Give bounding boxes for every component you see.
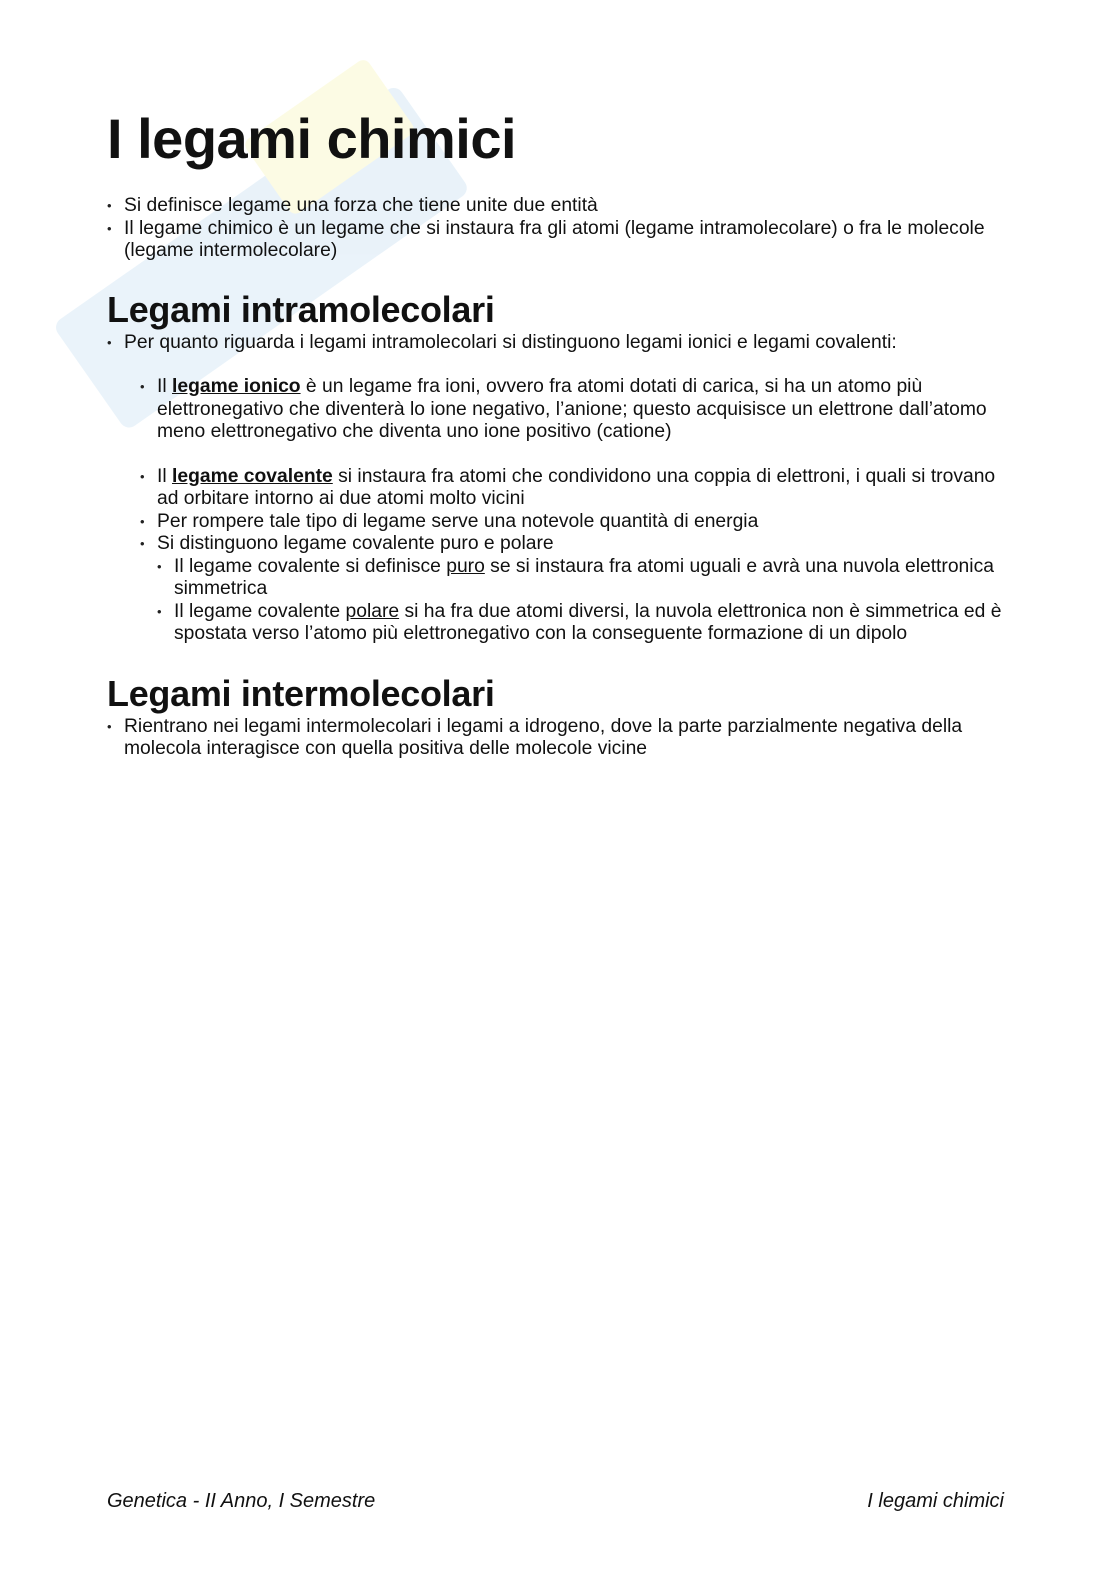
list-item: • Si definisce legame una forza che tiene unite due entità [107,195,1012,218]
term-pure: puro [446,555,485,577]
page-title: I legami chimici [107,107,517,170]
list-item: • Per rompere tale tipo di legame serve una notevole quantità di energia [140,511,1012,534]
list-item: • Si distinguono legame covalente puro e polare • Il legame covalente si definisce puro se si instaura fra atomi uguali e avrà una nuvola elettronica simmetrica • Il legame covalente polare si ha fra due atomi diversi, la nuvola elettronica non è simmetrica ed è spostata verso l’atomo più elettronegativo con la conseguente formazione di un dipolo [140,533,1012,646]
footer-course: Genetica - II Anno, I Semestre [107,1490,376,1512]
intermolecular-list [107,716,1012,761]
intro-list [107,195,1012,263]
covalent-list [140,466,1012,646]
term-covalent-bond: legame covalente [172,465,333,487]
document-page [107,105,1012,761]
list-item: • Rientrano nei legami intermolecolari i legami a idrogeno, dove la parte parzialmente negativa della molecola interagisce con quella positiva delle molecole vicine [107,716,1012,761]
footer-topic: I legami chimici [867,1490,1004,1512]
list-item-polar: • Il legame covalente polare si ha fra due atomi diversi, la nuvola elettronica non è simmetrica ed è spostata verso l’atomo più elettronegativo con la conseguente formazione di un dipolo [157,601,1012,646]
covalent-types-list [157,556,1012,646]
ionic-list [140,376,1012,444]
page-footer [107,1490,1004,1513]
term-ionic-bond: legame ionico [172,376,301,397]
list-item: • Per quanto riguarda i legami intramolecolari si distinguono legami ionici e legami covalenti: [107,332,1012,355]
list-item-covalent-bond: • Il legame covalente si instaura fra atomi che condividono una coppia di elettroni, i quali si trovano ad orbitare intorno ai due atomi molto vicini [140,466,1012,511]
list-item: • Il legame chimico è un legame che si instaura fra gli atomi (legame intramolecolare) o fra le molecole (legame intermolecolare) [107,218,1012,263]
intramolecular-list [107,332,1012,355]
list-item-ionic-bond: • Il legame ionico è un legame fra ioni, ovvero fra atomi dotati di carica, si ha un atomo più elettronegativo che diventerà lo ione negativo, l’anione; questo acquisisce un elettrone dall’atomo meno elettronegativo che diventa uno ione positivo (catione) [140,376,1012,444]
term-polar: polare [345,600,400,622]
list-item-pure: • Il legame covalente si definisce puro se si instaura fra atomi uguali e avrà una nuvola elettronica simmetrica [157,556,1012,601]
section-heading-intramolecular: Legami intramolecolari [107,288,495,330]
section-heading-intermolecular: Legami intermolecolari [107,672,495,714]
